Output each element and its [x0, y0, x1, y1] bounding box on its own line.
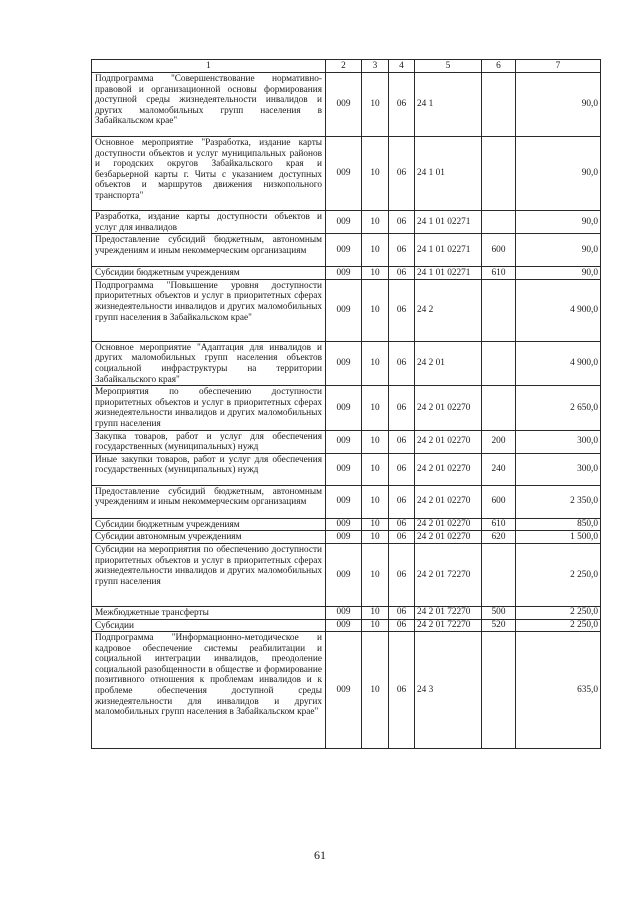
subsection-code-cell: 06: [389, 137, 415, 211]
column-header: 4: [389, 60, 415, 73]
table-header-row: [92, 60, 601, 73]
amount-cell: 4 900,0: [516, 279, 601, 341]
target-article-cell: 24 2 01 72270: [415, 543, 482, 606]
budget-table: [91, 59, 601, 749]
ministry-code-cell: 009: [326, 137, 362, 211]
target-article-cell: 24 2 01 02270: [415, 430, 482, 453]
table-row: [92, 137, 601, 211]
expense-type-cell: [482, 632, 516, 749]
row-name-cell: Разработка, издание карты доступности объектов и услуг для инвалидов: [92, 211, 326, 234]
ministry-code-cell: 009: [326, 234, 362, 267]
expense-type-cell: [482, 386, 516, 430]
table-row: [92, 632, 601, 749]
row-name-cell: Предоставление субсидий бюджетным, автономным учреждениям и иным некоммерческим организациям: [92, 485, 326, 518]
amount-cell: 90,0: [516, 211, 601, 234]
expense-type-cell: [482, 73, 516, 137]
subsection-code-cell: 06: [389, 386, 415, 430]
section-code-cell: 10: [362, 211, 389, 234]
amount-cell: 2 250,0: [516, 543, 601, 606]
subsection-code-cell: 06: [389, 234, 415, 267]
target-article-cell: 24 1 01 02271: [415, 211, 482, 234]
target-article-cell: 24 2 01: [415, 341, 482, 385]
ministry-code-cell: 009: [326, 531, 362, 544]
section-code-cell: 10: [362, 518, 389, 531]
target-article-cell: 24 1: [415, 73, 482, 137]
subsection-code-cell: 06: [389, 543, 415, 606]
ministry-code-cell: 009: [326, 453, 362, 485]
expense-type-cell: 200: [482, 430, 516, 453]
section-code-cell: 10: [362, 543, 389, 606]
ministry-code-cell: 009: [326, 518, 362, 531]
section-code-cell: 10: [362, 234, 389, 267]
section-code-cell: 10: [362, 485, 389, 518]
target-article-cell: 24 1 01 02271: [415, 267, 482, 280]
expense-type-cell: 620: [482, 531, 516, 544]
target-article-cell: 24 2 01 02270: [415, 531, 482, 544]
row-name-cell: Субсидии бюджетным учреждениям: [92, 518, 326, 531]
target-article-cell: 24 2 01 02270: [415, 453, 482, 485]
ministry-code-cell: 009: [326, 386, 362, 430]
subsection-code-cell: 06: [389, 531, 415, 544]
subsection-code-cell: 06: [389, 73, 415, 137]
section-code-cell: 10: [362, 386, 389, 430]
row-name-cell: Мероприятия по обеспечению доступности приоритетных объектов и услуг в приоритетных сферах жизнедеятельности инвалидов и других маломобильных групп населения: [92, 386, 326, 430]
ministry-code-cell: 009: [326, 632, 362, 749]
row-name-cell: Подпрограмма "Повышение уровня доступности приоритетных объектов и услуг в приоритетных сферах жизнедеятельности инвалидов и других маломобильных групп населения в Забайкальском крае": [92, 279, 326, 341]
column-header: 2: [326, 60, 362, 73]
amount-cell: 850,0: [516, 518, 601, 531]
expense-type-cell: 240: [482, 453, 516, 485]
table-row: [92, 341, 601, 385]
ministry-code-cell: 009: [326, 341, 362, 385]
row-name-cell: Закупка товаров, работ и услуг для обеспечения государственных (муниципальных) нужд: [92, 430, 326, 453]
section-code-cell: 10: [362, 267, 389, 280]
section-code-cell: 10: [362, 137, 389, 211]
subsection-code-cell: 06: [389, 485, 415, 518]
amount-cell: 90,0: [516, 137, 601, 211]
subsection-code-cell: 06: [389, 619, 415, 632]
section-code-cell: 10: [362, 453, 389, 485]
section-code-cell: 10: [362, 341, 389, 385]
page-number: 61: [314, 848, 326, 862]
table-row: [92, 386, 601, 430]
ministry-code-cell: 009: [326, 430, 362, 453]
column-header: 1: [92, 60, 326, 73]
amount-cell: 2 250,0: [516, 606, 601, 619]
table-row: [92, 485, 601, 518]
amount-cell: 1 500,0: [516, 531, 601, 544]
target-article-cell: 24 1 01: [415, 137, 482, 211]
target-article-cell: 24 2 01 72270: [415, 619, 482, 632]
section-code-cell: 10: [362, 531, 389, 544]
section-code-cell: 10: [362, 279, 389, 341]
expense-type-cell: [482, 543, 516, 606]
target-article-cell: 24 2: [415, 279, 482, 341]
amount-cell: 90,0: [516, 73, 601, 137]
row-name-cell: Субсидии бюджетным учреждениям: [92, 267, 326, 280]
table-row: [92, 518, 601, 531]
subsection-code-cell: 06: [389, 267, 415, 280]
column-header: 3: [362, 60, 389, 73]
expense-type-cell: 610: [482, 518, 516, 531]
target-article-cell: 24 2 01 72270: [415, 606, 482, 619]
subsection-code-cell: 06: [389, 632, 415, 749]
table-row: [92, 531, 601, 544]
target-article-cell: 24 2 01 02270: [415, 518, 482, 531]
row-name-cell: Подпрограмма "Совершенствование нормативно-правовой и организационной основы формирования доступной среды жизнедеятельности инвалидов и других маломобильных групп населения в Забайкальском крае": [92, 73, 326, 137]
amount-cell: 2 350,0: [516, 485, 601, 518]
column-header: 5: [415, 60, 482, 73]
subsection-code-cell: 06: [389, 211, 415, 234]
expense-type-cell: [482, 211, 516, 234]
subsection-code-cell: 06: [389, 606, 415, 619]
column-header: 7: [516, 60, 601, 73]
ministry-code-cell: 009: [326, 279, 362, 341]
amount-cell: 90,0: [516, 234, 601, 267]
row-name-cell: Субсидии на мероприятия по обеспечению доступности приоритетных объектов и услуг в приоритетных сферах жизнедеятельности инвалидов и других маломобильных групп населения: [92, 543, 326, 606]
expense-type-cell: 520: [482, 619, 516, 632]
ministry-code-cell: 009: [326, 543, 362, 606]
table-row: [92, 543, 601, 606]
section-code-cell: 10: [362, 606, 389, 619]
table-row: [92, 430, 601, 453]
row-name-cell: Подпрограмма "Информационно-методическое и кадровое обеспечение системы реабилитации и социальной интеграции инвалидов, преодоление социальной разобщенности в обществе и формирование позитивного отношения к проблемам инвалидов и к проблеме обеспечения доступной среды жизнедеятельности для инвалидов и других маломобильных групп населения в Забайкальском крае": [92, 632, 326, 749]
amount-cell: 300,0: [516, 430, 601, 453]
expense-type-cell: 610: [482, 267, 516, 280]
ministry-code-cell: 009: [326, 606, 362, 619]
column-header: 6: [482, 60, 516, 73]
table-row: [92, 211, 601, 234]
section-code-cell: 10: [362, 430, 389, 453]
row-name-cell: Иные закупки товаров, работ и услуг для обеспечения государственных (муниципальных) нужд: [92, 453, 326, 485]
subsection-code-cell: 06: [389, 430, 415, 453]
target-article-cell: 24 3: [415, 632, 482, 749]
table-row: [92, 279, 601, 341]
amount-cell: 2 250,0: [516, 619, 601, 632]
target-article-cell: 24 2 01 02270: [415, 485, 482, 518]
target-article-cell: 24 1 01 02271: [415, 234, 482, 267]
row-name-cell: Основное мероприятие "Разработка, издание карты доступности объектов и услуг муниципальных районов и городских округов Забайкальского края и безбарьерной карты г. Читы с указанием доступных объектов и маршрутов движения низкопольного транспорта": [92, 137, 326, 211]
subsection-code-cell: 06: [389, 341, 415, 385]
target-article-cell: 24 2 01 02270: [415, 386, 482, 430]
expense-type-cell: 600: [482, 485, 516, 518]
expense-type-cell: 500: [482, 606, 516, 619]
subsection-code-cell: 06: [389, 518, 415, 531]
row-name-cell: Субсидии: [92, 619, 326, 632]
expense-type-cell: [482, 279, 516, 341]
expense-type-cell: [482, 341, 516, 385]
row-name-cell: Субсидии автономным учреждениям: [92, 531, 326, 544]
subsection-code-cell: 06: [389, 453, 415, 485]
ministry-code-cell: 009: [326, 73, 362, 137]
section-code-cell: 10: [362, 619, 389, 632]
amount-cell: 4 900,0: [516, 341, 601, 385]
amount-cell: 90,0: [516, 267, 601, 280]
subsection-code-cell: 06: [389, 279, 415, 341]
row-name-cell: Предоставление субсидий бюджетным, автономным учреждениям и иным некоммерческим организациям: [92, 234, 326, 267]
row-name-cell: Основное мероприятие "Адаптация для инвалидов и других маломобильных групп населения объектов социальной инфраструктуры на территории Забайкальского края": [92, 341, 326, 385]
ministry-code-cell: 009: [326, 211, 362, 234]
ministry-code-cell: 009: [326, 619, 362, 632]
section-code-cell: 10: [362, 73, 389, 137]
table-row: [92, 606, 601, 619]
table-row: [92, 73, 601, 137]
table-row: [92, 234, 601, 267]
table-row: [92, 619, 601, 632]
amount-cell: 300,0: [516, 453, 601, 485]
ministry-code-cell: 009: [326, 267, 362, 280]
table-row: [92, 267, 601, 280]
table-row: [92, 453, 601, 485]
expense-type-cell: [482, 137, 516, 211]
amount-cell: 635,0: [516, 632, 601, 749]
row-name-cell: Межбюджетные трансферты: [92, 606, 326, 619]
expense-type-cell: 600: [482, 234, 516, 267]
ministry-code-cell: 009: [326, 485, 362, 518]
section-code-cell: 10: [362, 632, 389, 749]
amount-cell: 2 650,0: [516, 386, 601, 430]
